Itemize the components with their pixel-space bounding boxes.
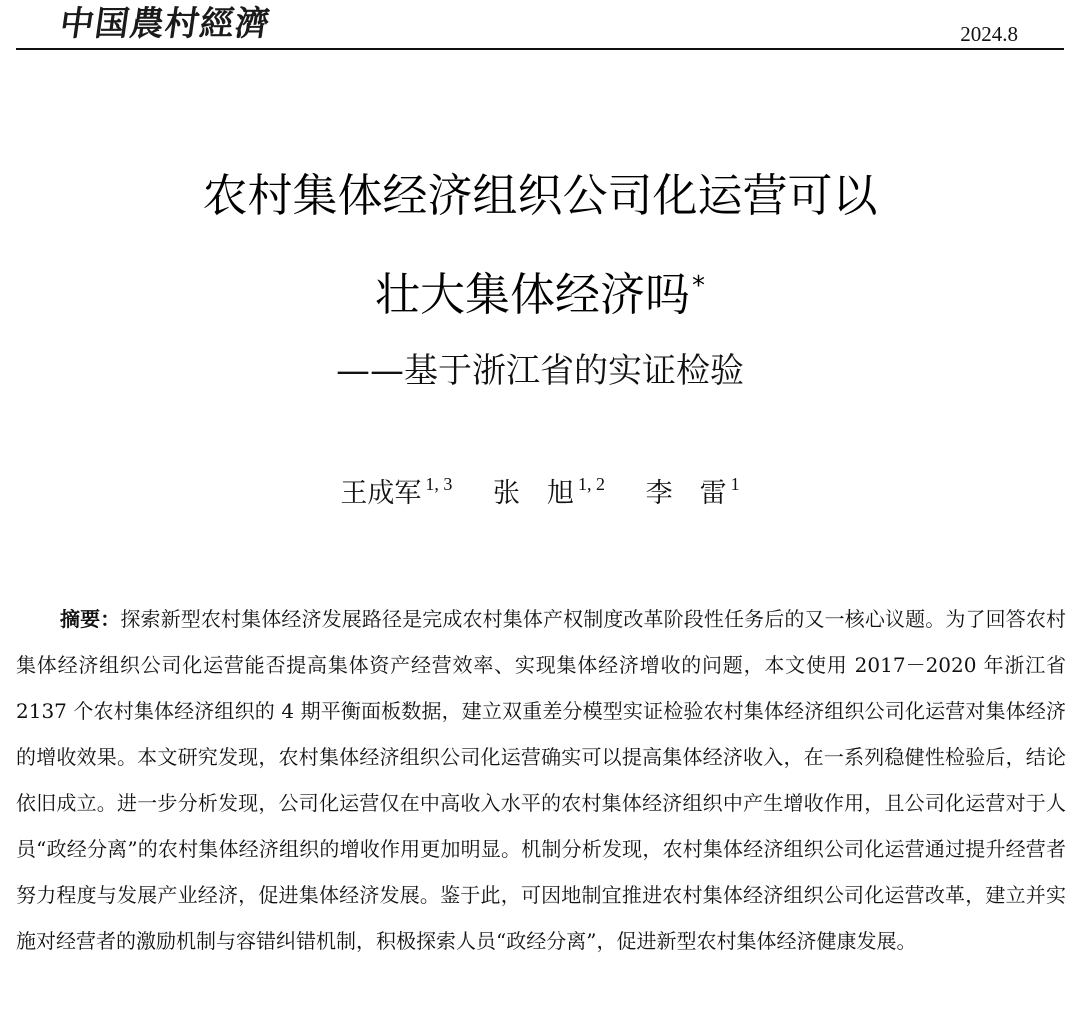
author-affiliation: 1, 3 [425,474,453,494]
author-affiliation: 1, 2 [578,474,605,494]
author [646,462,740,516]
header-rule [16,48,1064,50]
author [493,462,605,516]
author-name: 李 雷 [645,478,727,509]
journal-name: 中国農村經濟 [57,4,273,44]
article-subtitle: ——基于浙江省的实证检验 [336,351,744,391]
abstract-label: 摘要： [60,607,121,631]
author-list [0,462,1080,516]
author-name: 张 旭 [493,478,574,509]
title-text-2: 壮大集体经济吗 [374,268,690,321]
author-affiliation: 1 [730,474,740,494]
abstract-text: 探索新型农村集体经济发展路径是完成农村集体产权制度改革阶段性任务后的又一核心议题。为了回答农村集体经济组织公司化运营能否提高集体资产经营效率、实现集体经济增收的问题，本文使用 2017－2020 年浙江省 2137 个农村集体经济组织的 4 期平衡面板数据，建立双重差分模型实证检验农村集体经济组织公司化运营对集体经济的增收效果。本文研究发现，农村集体经济组织公司化运营确实可以提高集体经济收入，在一系列稳健性检验后，结论依旧成立。进一步分析发现，公司化运营仅在中高收入水平的农村集体经济组织中产生增收作用，且公司化运营对于人员“政经分离”的农村集体经济组织的增收作用更加明显。机制分析发现，农村集体经济组织公司化运营通过提升经营者努力程度与发展产业经济，促进集体经济发展。鉴于此，可因地制宜推进农村集体经济组织公司化运营改革，建立并实施对经营者的激励机制与容错纠错机制，积极探索人员“政经分离”，促进新型农村集体经济健康发展。 [16,607,1067,953]
title-footnote-mark: * [692,271,705,301]
article-title-line-2 [0,258,1080,323]
author-name: 王成军 [340,478,422,509]
title-text-1: 农村集体经济组织公司化运营可以 [202,169,878,222]
issue-date: 2024.8 [960,22,1018,46]
page-header [0,0,1080,52]
abstract [16,596,1066,964]
author [340,462,452,516]
article-title-line-1 [0,168,1080,224]
